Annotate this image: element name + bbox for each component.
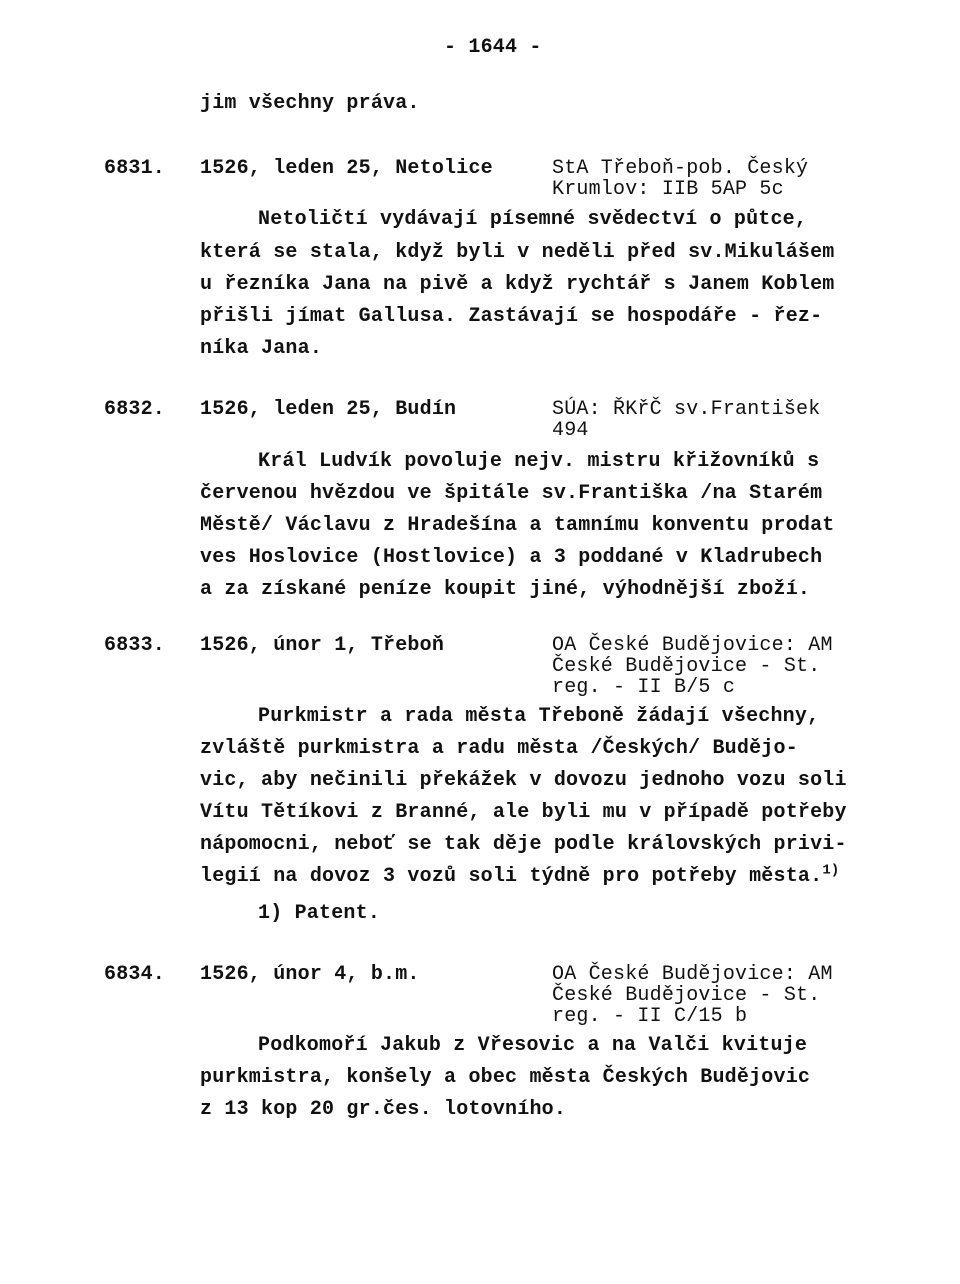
entry-body-line: červenou hvězdou ve špitále sv.Františka /na Starém (200, 482, 823, 505)
entry-body-line: Vítu Tětíkovi z Branné, ale byli mu v případě potřeby (200, 801, 847, 824)
entry-number: 6833. (104, 634, 166, 657)
entry-source-line: České Budějovice - St. (552, 655, 821, 678)
entry-source-line: 494 (552, 419, 589, 442)
entry-body-line: nápomocni, neboť se tak děje podle královských privi- (200, 833, 847, 856)
footnote-marker: 1) (822, 862, 840, 879)
entry-date-place: 1526, únor 4, b.m. (200, 963, 420, 986)
entry-number: 6831. (104, 157, 166, 180)
entry-body-line: zvláště purkmistra a radu města /Českých/ Budějo- (200, 737, 798, 760)
entry-body-line: Podkomoří Jakub z Vřesovic a na Valči kvituje (258, 1034, 808, 1057)
entry-body-line: ves Hoslovice (Hostlovice) a 3 poddané v Kladrubech (200, 546, 823, 569)
entry-source-line: Krumlov: IIB 5AP 5c (552, 178, 784, 201)
entry-source-line: OA České Budějovice: AM (552, 963, 833, 986)
entry-body-line: Purkmistr a rada města Třeboně žádají všechny, (258, 705, 820, 728)
entry-body-text: legií na dovoz 3 vozů soli týdně pro potřeby města. (200, 865, 823, 888)
entry-body-line-with-footnote (200, 862, 840, 889)
entry-source-line: České Budějovice - St. (552, 984, 821, 1007)
entry-body-line: Netoličtí vydávají písemné svědectví o půtce, (258, 208, 808, 231)
entry-body-line: a za získané peníze koupit jiné, výhodnější zboží. (200, 578, 811, 601)
entry-body-line: níka Jana. (200, 337, 323, 360)
entry-number: 6832. (104, 398, 166, 421)
entry-body-line: Městě/ Václavu z Hradešína a tamnímu konventu prodat (200, 514, 835, 537)
entry-source-line: SÚA: ŘKřČ sv.František (552, 398, 821, 421)
entry-source-line: StA Třeboň-pob. Český (552, 157, 809, 180)
entry-body-line: vic, aby nečinili překážek v dovozu jednoho vozu soli (200, 769, 847, 792)
entry-source-line: OA České Budějovice: AM (552, 634, 833, 657)
footnote-text: 1) Patent. (258, 902, 381, 925)
entry-source-line: reg. - II C/15 b (552, 1005, 748, 1028)
entry-body-line: u řezníka Jana na pivě a když rychtář s Janem Koblem (200, 273, 835, 296)
entry-body-line: Král Ludvík povoluje nejv. mistru křižovníků s (258, 450, 820, 473)
continuation-text: jim všechny práva. (200, 92, 420, 115)
entry-date-place: 1526, leden 25, Netolice (200, 157, 493, 180)
entry-date-place: 1526, leden 25, Budín (200, 398, 457, 421)
page-number: - 1644 - (444, 36, 542, 59)
entry-number: 6834. (104, 963, 166, 986)
entry-body-line: z 13 kop 20 gr.čes. lotovního. (200, 1098, 567, 1121)
entry-source-line: reg. - II B/5 c (552, 676, 736, 699)
entry-body-line: purkmistra, konšely a obec města Českých Budějovic (200, 1066, 811, 1089)
entry-body-line: která se stala, když byli v neděli před sv.Mikulášem (200, 241, 835, 264)
entry-body-line: přišli jímat Gallusa. Zastávají se hospodáře - řez- (200, 305, 823, 328)
entry-date-place: 1526, únor 1, Třeboň (200, 634, 445, 657)
